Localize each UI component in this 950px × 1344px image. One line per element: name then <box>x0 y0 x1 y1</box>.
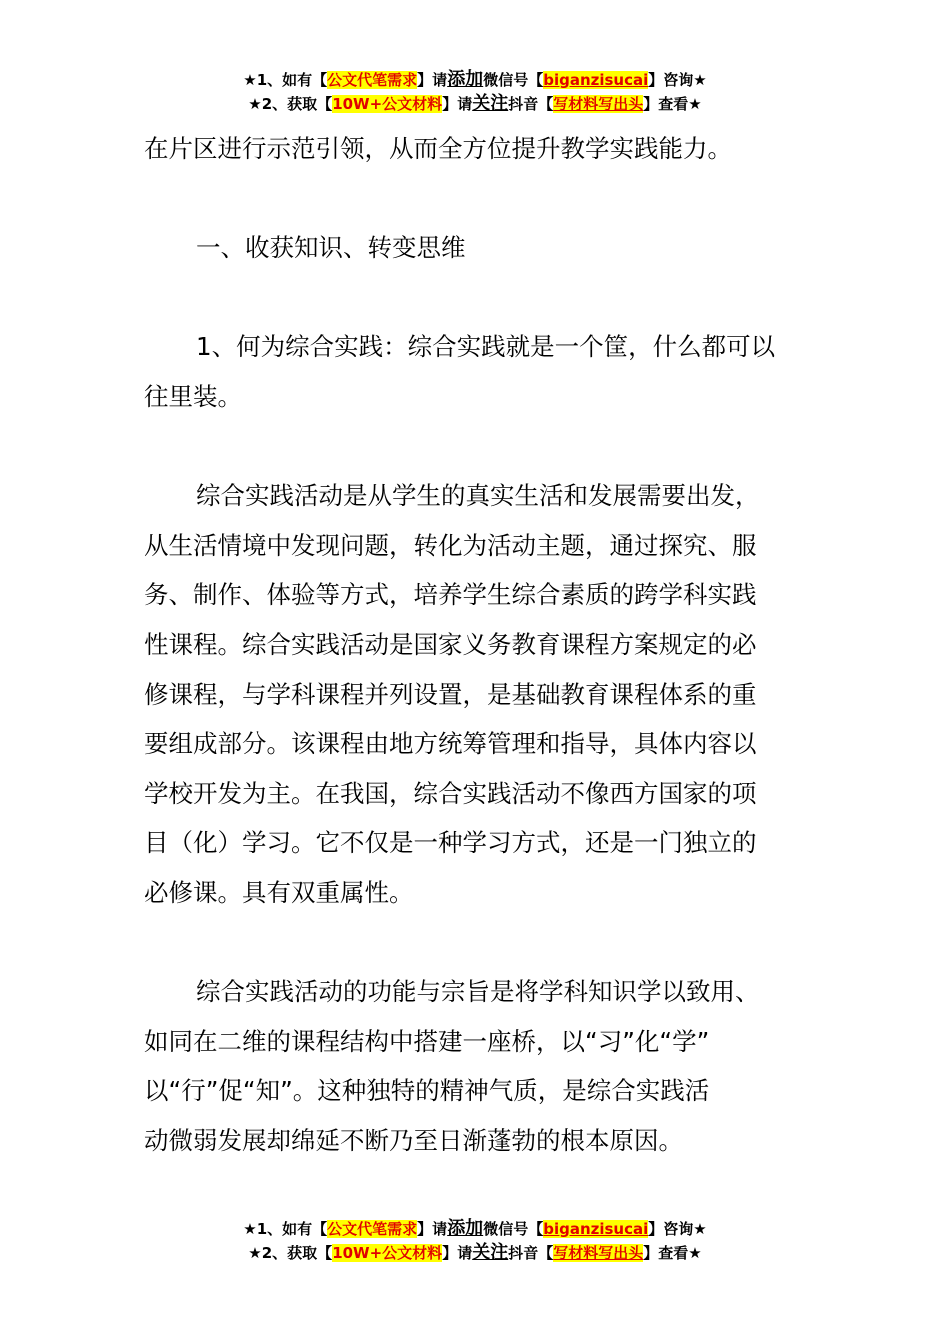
text-line: 学校开发为主。在我国，综合实践活动不像西方国家的项 <box>144 778 757 808</box>
douyin-id: 写材料写出头 <box>553 95 644 113</box>
text-line: 性课程。综合实践活动是国家义务教育课程方案规定的必 <box>144 629 757 659</box>
text: ★2、获取【 <box>248 1244 333 1262</box>
text-line: 如同在二维的课程结构中搭建一座桥，以“习”化“学” <box>144 1026 710 1056</box>
text: ★1、如有【 <box>243 71 328 89</box>
text: 抖音【 <box>508 95 554 113</box>
paragraph <box>144 471 814 917</box>
wechat-id: biganzisucai <box>543 1220 649 1238</box>
text-line: 往里装。 <box>144 381 242 411</box>
text: 】请 <box>442 1244 473 1262</box>
wechat-id: biganzisucai <box>543 71 649 89</box>
highlight-text: 公文代笔需求 <box>327 71 418 89</box>
paragraph <box>144 124 814 174</box>
text-line: 务、制作、体验等方式，培养学生综合素质的跨学科实践 <box>144 580 757 610</box>
text: 】咨询★ <box>648 71 707 89</box>
text-line: 一、收获知识、转变思维 <box>196 233 466 263</box>
banner-row-2 <box>0 92 950 116</box>
text: 】请 <box>417 71 448 89</box>
text-line: 从生活情境中发现问题，转化为活动主题，通过探究、服 <box>144 530 757 560</box>
section-heading <box>144 223 814 273</box>
emphasis-text: 添加 <box>447 69 484 90</box>
text: 微信号【 <box>483 1220 544 1238</box>
text-line: 在片区进行示范引领，从而全方位提升教学实践能力。 <box>144 134 732 163</box>
text: 抖音【 <box>508 1244 554 1262</box>
text: 】请 <box>417 1220 448 1238</box>
header-banner <box>0 68 950 116</box>
paragraph <box>144 322 814 421</box>
emphasis-text: 添加 <box>447 1218 484 1239</box>
emphasis-text: 关注 <box>472 93 509 114</box>
document-body <box>144 124 814 1165</box>
banner-row-1 <box>0 68 950 92</box>
highlight-text: 10W+公文材料 <box>332 95 443 113</box>
text-line: 综合实践活动是从学生的真实生活和发展需要出发， <box>196 481 760 511</box>
footer-banner <box>0 1217 950 1265</box>
text-line: 目（化）学习。它不仅是一种学习方式，还是一门独立的 <box>144 828 757 858</box>
highlight-text: 公文代笔需求 <box>327 1220 418 1238</box>
text-line: 以“行”促“知”。这种独特的精神气质，是综合实践活 <box>144 1076 710 1106</box>
emphasis-text: 关注 <box>472 1242 509 1263</box>
text: ★1、如有【 <box>243 1220 328 1238</box>
banner-row-2 <box>0 1241 950 1265</box>
highlight-text: 10W+公文材料 <box>332 1244 443 1262</box>
text: ★2、获取【 <box>248 95 333 113</box>
text-line: 1、何为综合实践：综合实践就是一个筐，什么都可以 <box>196 332 776 362</box>
text: 】咨询★ <box>648 1220 707 1238</box>
text-line: 要组成部分。该课程由地方统筹管理和指导，具体内容以 <box>144 729 757 759</box>
text: 微信号【 <box>483 71 544 89</box>
text-line: 修课程，与学科课程并列设置，是基础教育课程体系的重 <box>144 679 757 709</box>
text-line: 必修课。具有双重属性。 <box>144 877 414 907</box>
paragraph <box>144 967 814 1165</box>
text: 】查看★ <box>643 95 702 113</box>
text-line: 综合实践活动的功能与宗旨是将学科知识学以致用、 <box>196 977 760 1007</box>
banner-row-1 <box>0 1217 950 1241</box>
text-line: 动微弱发展却绵延不断乃至日渐蓬勃的根本原因。 <box>144 1125 683 1155</box>
douyin-id: 写材料写出头 <box>553 1244 644 1262</box>
text: 】查看★ <box>643 1244 702 1262</box>
text: 】请 <box>442 95 473 113</box>
